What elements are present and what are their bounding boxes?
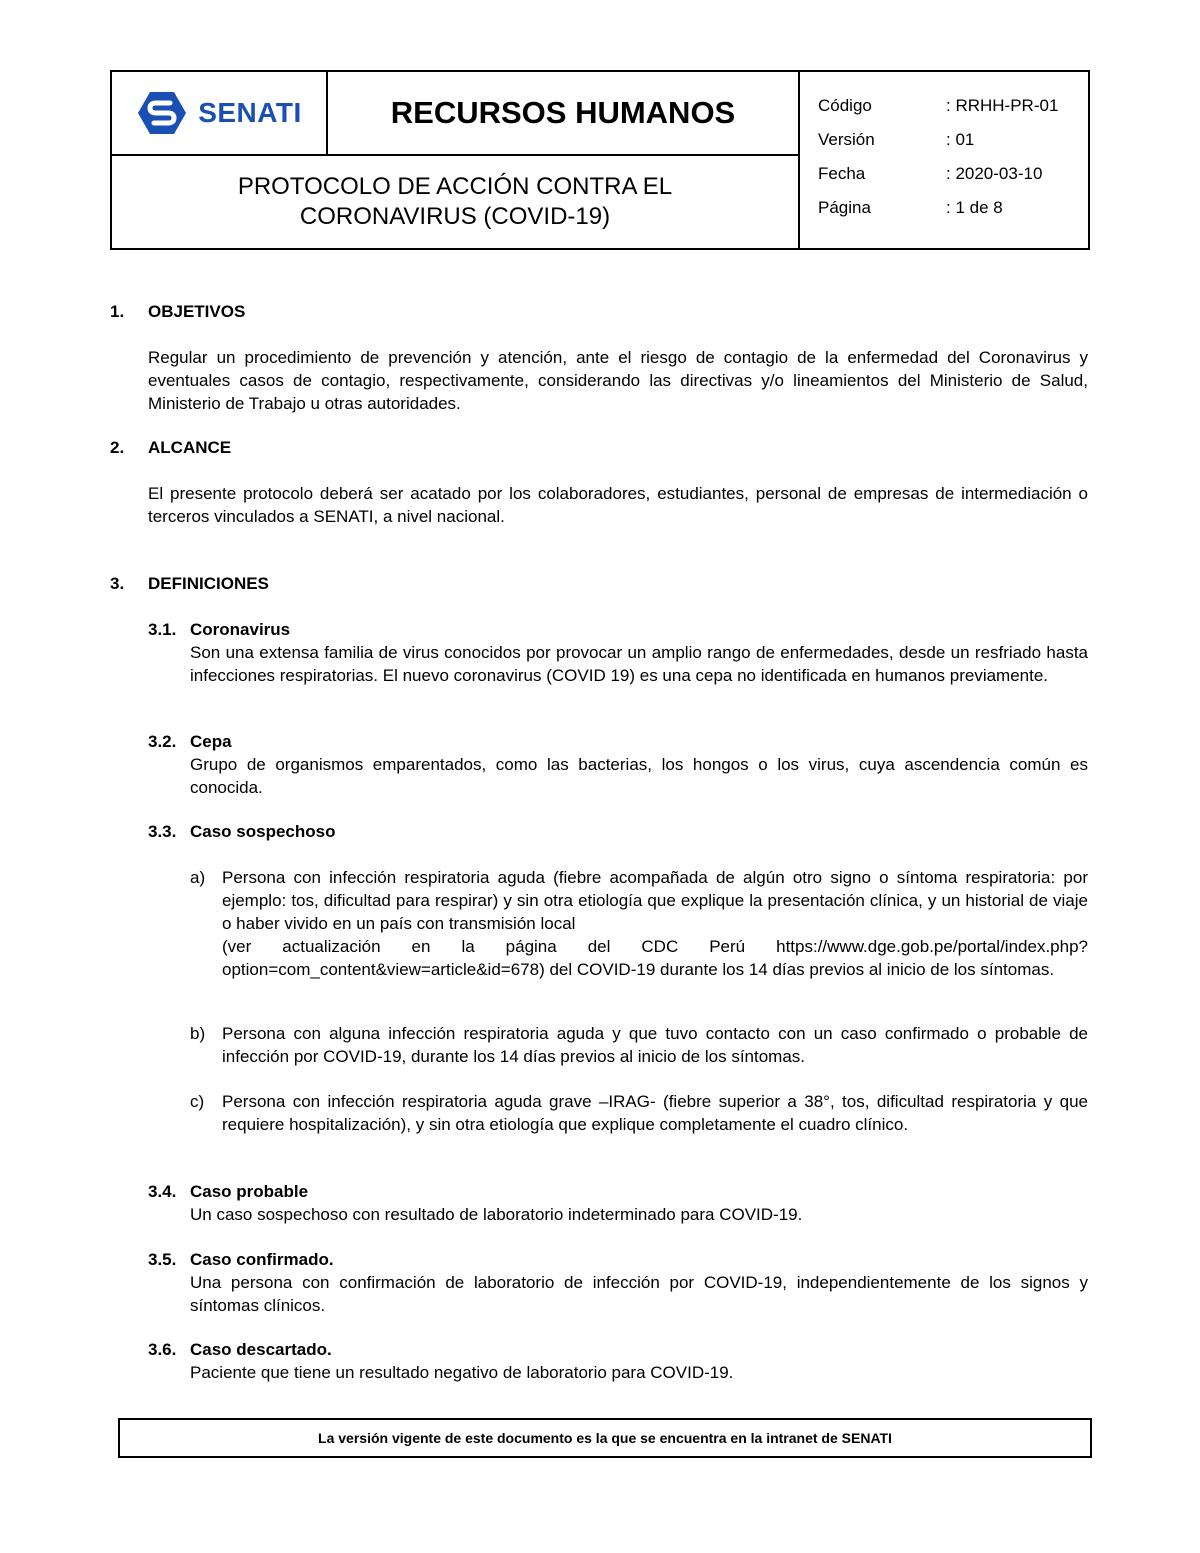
meta-key: Versión <box>818 130 875 149</box>
list-item-text: Persona con alguna infección respiratoria aguda y que tuvo contacto con un caso confirmado o probable de infección por COVID-19, durante los 14 días previos al inicio de los síntomas. <box>222 1024 1088 1066</box>
list-item-marker: b) <box>190 1024 206 1043</box>
section-2-title: ALCANCE <box>148 438 232 457</box>
document-title <box>112 156 800 248</box>
definition-3-2-title: Cepa <box>190 732 232 751</box>
section-2-text: El presente protocolo deberá ser acatado por los colaboradores, estudiantes, personal de empresas de intermediación o terceros vinculados a SENATI, a nivel nacional. <box>148 484 1088 526</box>
list-item-marker: a) <box>190 868 206 887</box>
section-1-title: OBJETIVOS <box>148 302 246 321</box>
document-header-table <box>110 70 1090 250</box>
meta-value: : RRHH-PR-01 <box>946 96 1059 115</box>
meta-value: : 1 de 8 <box>946 198 1003 217</box>
definition-3-1-title: Coronavirus <box>190 620 291 639</box>
definition-3-3-title: Caso sospechoso <box>190 822 336 841</box>
list-item-text: Persona con infección respiratoria aguda (fiebre acompañada de algún otro signo o síntoma respiratoria: por ejemplo: tos, dificultad para respirar) y sin otra etiología que explique la presentación clínica, y un historial de viaje o haber vivido en un país con transmisión local <box>222 868 1088 933</box>
definition-3-4-text: Un caso sospechoso con resultado de laboratorio indeterminado para COVID-19. <box>190 1205 803 1224</box>
document-title-line-2: CORONAVIRUS (COVID-19) <box>299 203 611 230</box>
meta-key: Fecha <box>818 164 866 183</box>
document-title-line-1: PROTOCOLO DE ACCIÓN CONTRA EL <box>237 173 673 200</box>
list-item-reference: (ver actualización en la página del CDC Perú https://www.dge.gob.pe/portal/index.php?option=com_content&view=article&id=678) del COVID-19 durante los 14 días previos al inicio de los síntomas. <box>222 937 1088 979</box>
section-3-title: DEFINICIONES <box>148 574 269 593</box>
definition-3-4-title: Caso probable <box>190 1182 309 1201</box>
logo-cell <box>112 72 328 156</box>
definition-3-2-text: Grupo de organismos emparentados, como las bacterias, los hongos o los virus, cuya ascendencia común es conocida. <box>190 755 1088 797</box>
document-metadata <box>800 72 1088 248</box>
section-1-number: 1. <box>110 302 125 321</box>
section-1-text: Regular un procedimiento de prevención y atención, ante el riesgo de contagio de la enfermedad del Coronavirus y eventuales casos de contagio, respectivamente, considerando las directivas y/o lineamientos del Ministerio de Salud, Ministerio de Trabajo u otras autoridades. <box>148 348 1088 413</box>
definition-3-3-number: 3.3. <box>148 822 177 841</box>
list-item-text: Persona con infección respiratoria aguda grave –IRAG- (fiebre superior a 38°, tos, dificultad respiratoria y que requiere hospitalización), y sin otra etiología que explique completamente el cuadro clínico. <box>222 1092 1088 1134</box>
definition-3-1-text: Son una extensa familia de virus conocidos por provocar un amplio rango de enfermedades, desde un resfriado hasta infecciones respiratorias. El nuevo coronavirus (COVID 19) es una cepa no identificada en humanos previamente. <box>190 643 1088 685</box>
section-2-number: 2. <box>110 438 125 457</box>
definition-3-6-title: Caso descartado. <box>190 1340 332 1359</box>
definition-3-1-number: 3.1. <box>148 620 177 639</box>
definition-3-5-text: Una persona con confirmación de laboratorio de infección por COVID-19, independientemente de los signos y síntomas clínicos. <box>190 1273 1088 1315</box>
meta-key: Código <box>818 96 872 115</box>
definition-3-6-number: 3.6. <box>148 1340 177 1359</box>
logo-text: SENATI <box>198 97 302 128</box>
area-title: RECURSOS HUMANOS <box>328 72 800 156</box>
meta-value: : 2020-03-10 <box>946 164 1043 183</box>
definition-3-6-text: Paciente que tiene un resultado negativo de laboratorio para COVID-19. <box>190 1363 734 1382</box>
definition-3-5-title: Caso confirmado. <box>190 1250 334 1269</box>
senati-logo-icon <box>136 90 188 136</box>
definition-3-4-number: 3.4. <box>148 1182 177 1201</box>
list-item-marker: c) <box>190 1092 205 1111</box>
footer-notice: La versión vigente de este documento es la que se encuentra en la intranet de SENATI <box>118 1418 1092 1458</box>
senati-logo <box>136 90 302 136</box>
meta-value: : 01 <box>946 130 975 149</box>
section-3-number: 3. <box>110 574 125 593</box>
meta-key: Página <box>818 198 871 217</box>
definition-3-2-number: 3.2. <box>148 732 177 751</box>
definition-3-5-number: 3.5. <box>148 1250 177 1269</box>
